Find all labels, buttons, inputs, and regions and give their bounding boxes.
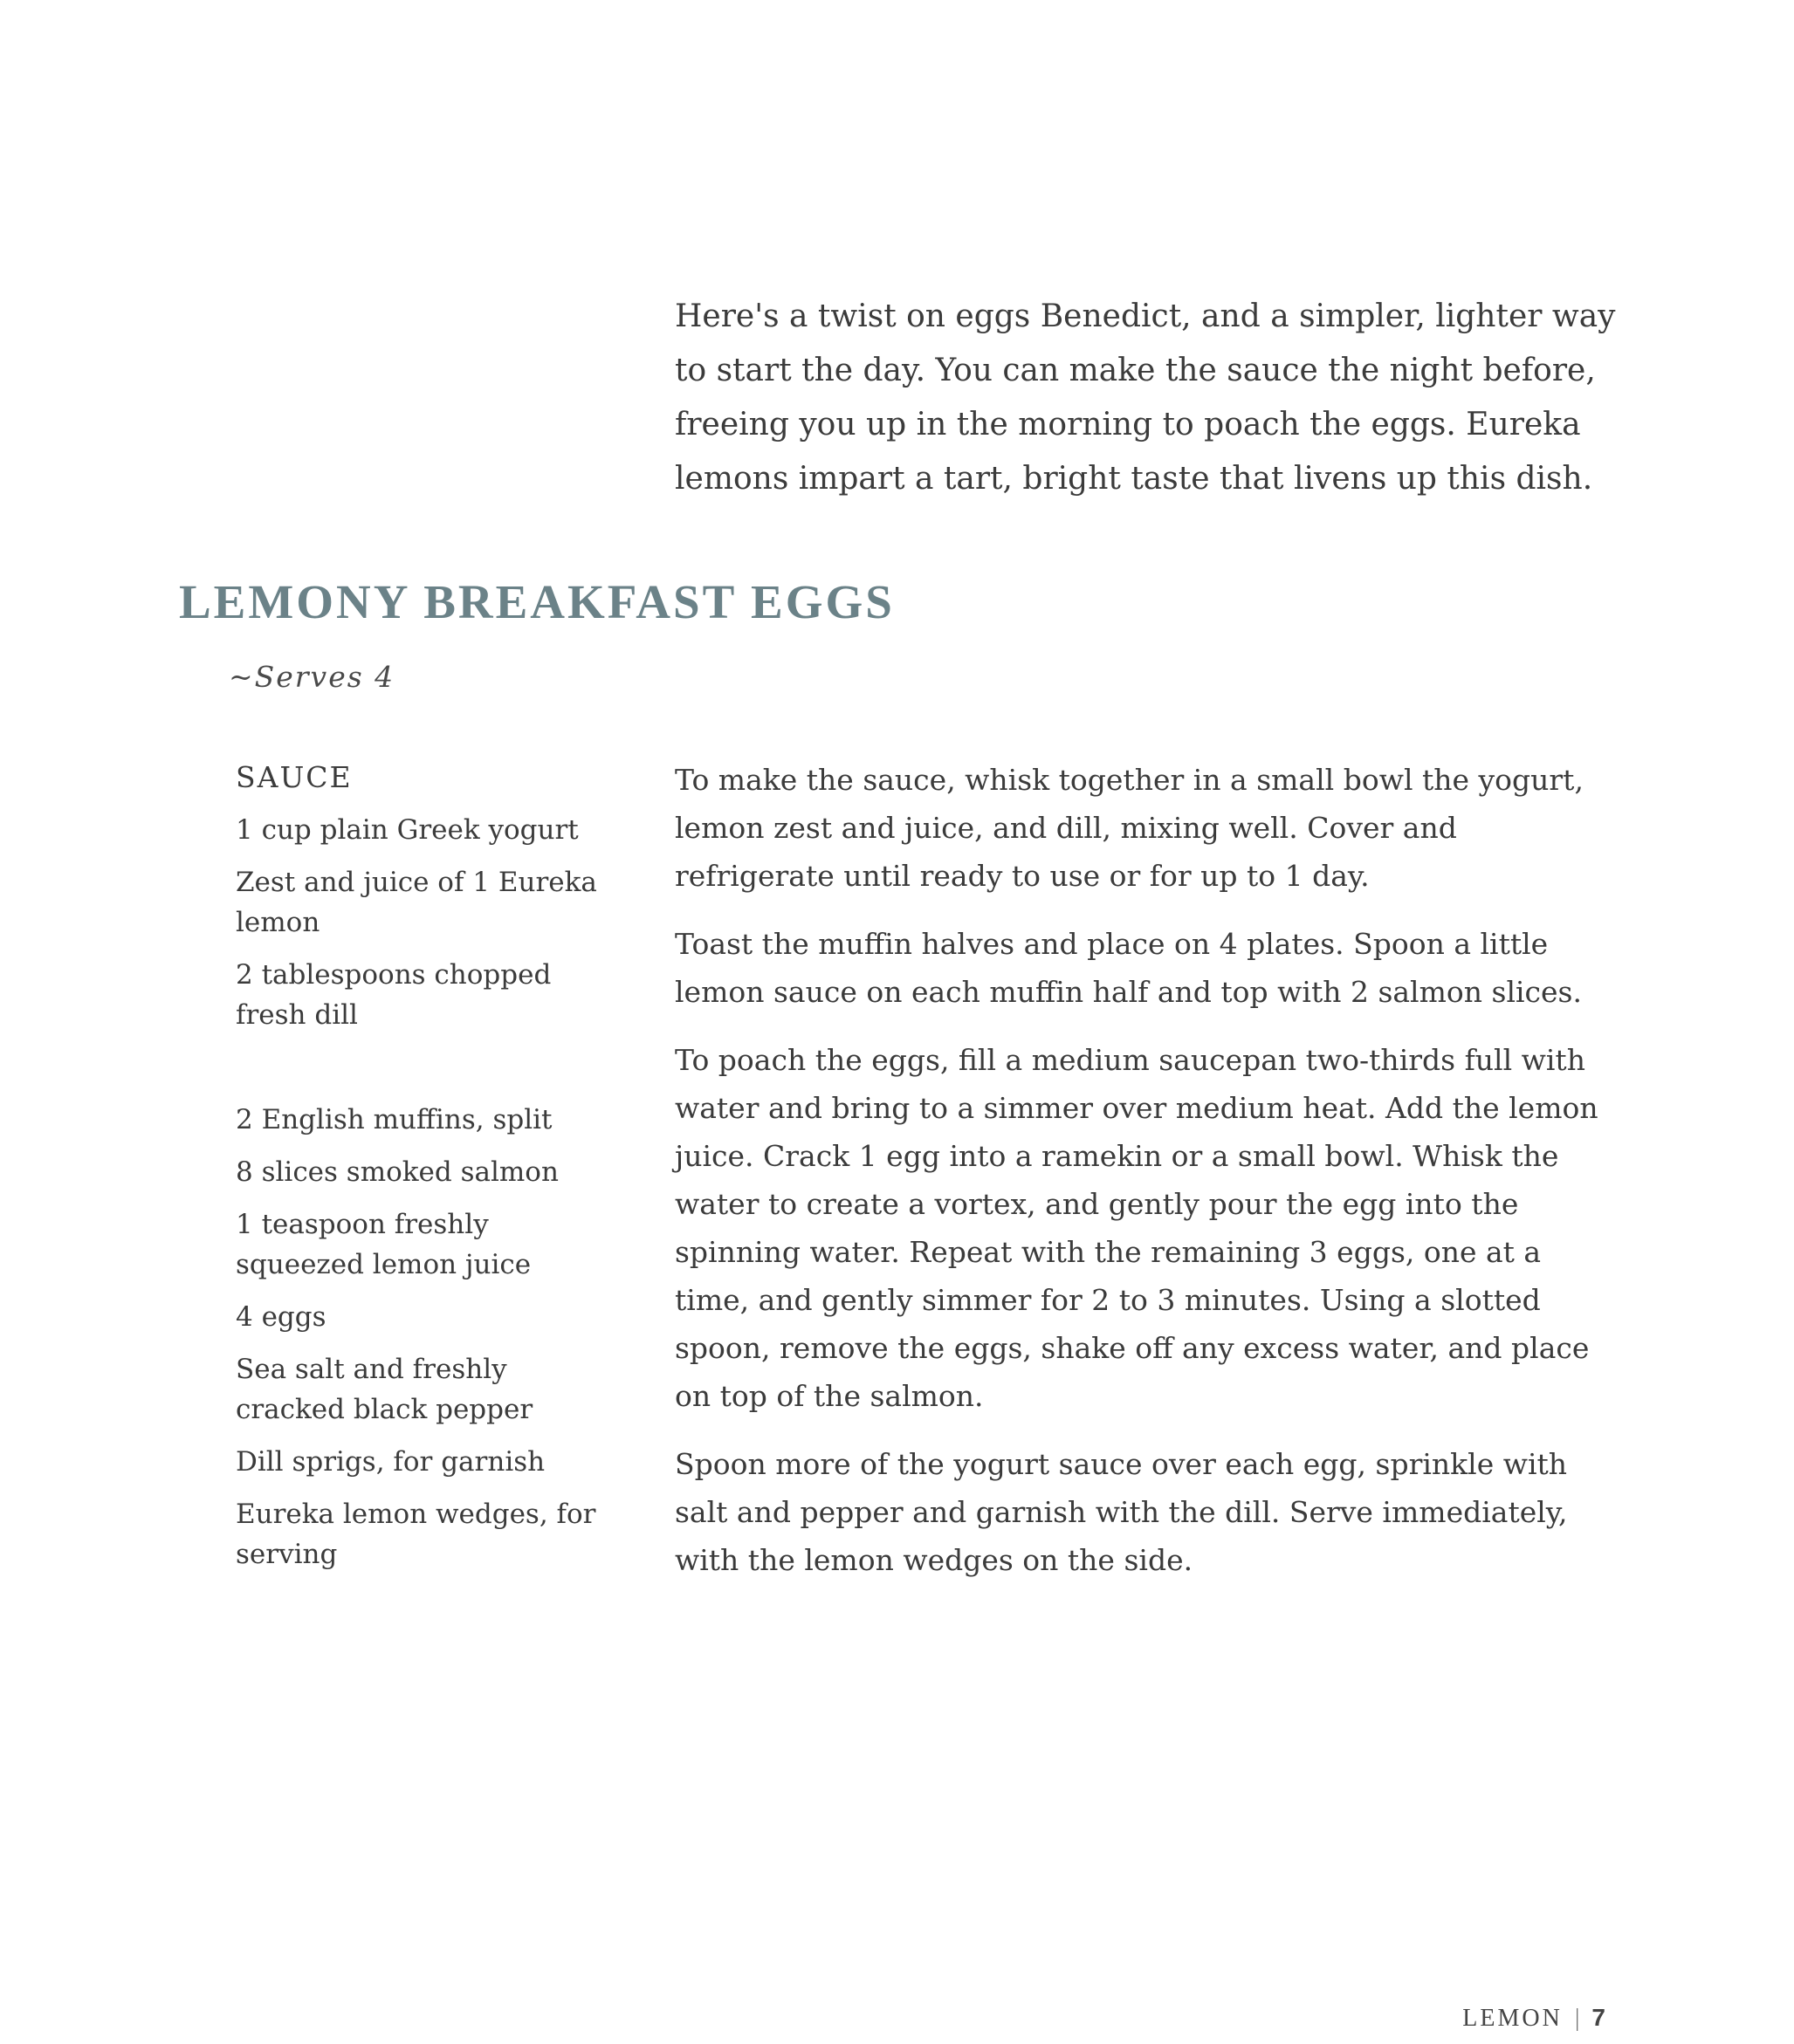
directions-column bbox=[675, 756, 1618, 1604]
sauce-ingredient-list bbox=[236, 810, 620, 1035]
ingredients-column bbox=[236, 758, 620, 1587]
ingredient-item: 8 slices smoked salmon bbox=[236, 1156, 559, 1188]
ingredient-item: Dill sprigs, for garnish bbox=[236, 1446, 546, 1478]
main-ingredient-list bbox=[236, 1100, 620, 1574]
direction-step: Toast the muffin halves and place on 4 plates. Spoon a little lemon sauce on each muffin half and top with 2 salmon slices. bbox=[675, 927, 1582, 1009]
ingredient-item: Zest and juice of 1 Eureka lemon bbox=[236, 867, 597, 938]
footer-separator: | bbox=[1574, 2005, 1580, 2032]
ingredient-item: Eureka lemon wedges, for serving bbox=[236, 1499, 596, 1570]
ingredient-item: 1 cup plain Greek yogurt bbox=[236, 814, 579, 846]
direction-step: To poach the eggs, fill a medium saucepan two-thirds full with water and bring to a simmer over medium heat. Add the lemon juice. Crack 1 egg into a ramekin or a small bowl. Whisk the water to create a vortex, and gently pour the egg into the spinning water. Repeat with the remaining 3 eggs, one at a time, and gently simmer for 2 to 3 minutes. Using a slotted spoon, remove the eggs, shake off any excess water, and place on top of the salmon. bbox=[675, 1043, 1598, 1413]
ingredient-item: 2 tablespoons chopped fresh dill bbox=[236, 959, 552, 1031]
ingredient-item: Sea salt and freshly cracked black pepper bbox=[236, 1354, 533, 1425]
direction-step: Spoon more of the yogurt sauce over each egg, sprinkle with salt and pepper and garnish with the dill. Serve immediately, with the lemon wedges on the side. bbox=[675, 1447, 1568, 1577]
footer-section-name: LEMON bbox=[1462, 2005, 1563, 2032]
serves-line: ~Serves 4 bbox=[229, 660, 395, 694]
ingredient-item: 4 eggs bbox=[236, 1301, 326, 1333]
sauce-heading: SAUCE bbox=[236, 760, 353, 794]
ingredient-item: 1 teaspoon freshly squeezed lemon juice bbox=[236, 1209, 532, 1280]
intro-paragraph: Here's a twist on eggs Benedict, and a simpler, lighter way to start the day. You can make the sauce the night before, freeing you up in the morning to poach the eggs. Eureka lemons impart a tart, bright taste that livens up this dish. bbox=[675, 298, 1616, 497]
recipe-title: LEMONY BREAKFAST EGGS bbox=[179, 575, 895, 628]
ingredient-item: 2 English muffins, split bbox=[236, 1104, 553, 1135]
page-footer bbox=[1462, 2004, 1605, 2033]
page-number: 7 bbox=[1591, 2004, 1605, 2031]
ingredient-spacer bbox=[236, 1047, 620, 1100]
direction-step: To make the sauce, whisk together in a small bowl the yogurt, lemon zest and juice, and dill, mixing well. Cover and refrigerate until ready to use or for up to 1 day. bbox=[675, 763, 1584, 893]
